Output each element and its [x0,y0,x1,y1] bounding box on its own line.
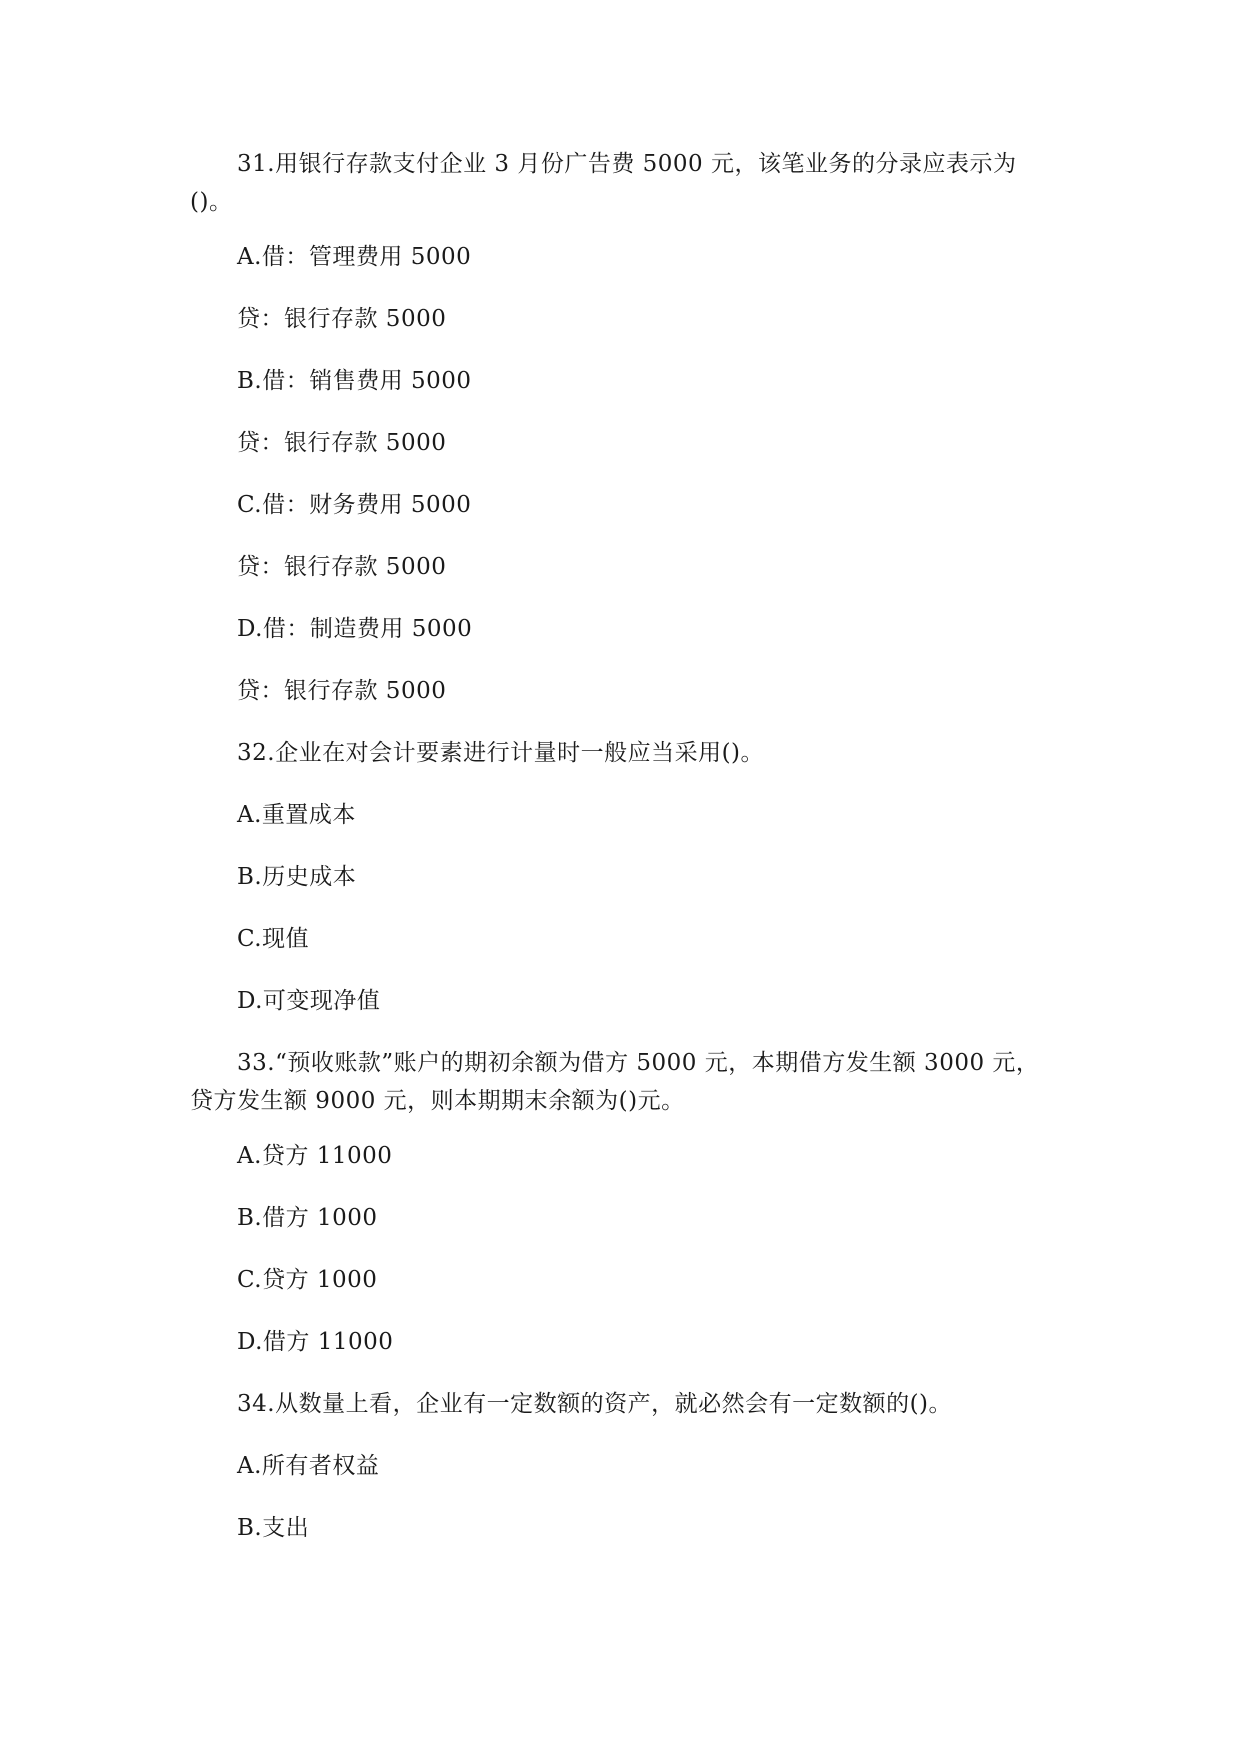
question-33-stem: 33.“预收账款”账户的期初余额为借方 5000 元，本期借方发生额 3000 元， [237,1050,1040,1076]
question-32-option-a: A.重置成本 [237,802,356,828]
question-31-stem-continued: ()。 [190,189,233,215]
question-31-option-b-credit: 贷：银行存款 5000 [237,430,447,456]
question-32-option-b: B.历史成本 [237,864,357,890]
question-32-option-d: D.可变现净值 [237,988,381,1014]
question-31-option-c: C.借：财务费用 5000 [237,492,472,518]
question-33-option-b: B.借方 1000 [237,1205,378,1231]
question-31-option-b: B.借：销售费用 5000 [237,368,472,394]
question-33-stem-continued: 贷方发生额 9000 元，则本期期末余额为()元。 [190,1088,685,1114]
question-33-option-a: A.贷方 11000 [237,1143,393,1169]
question-31-option-c-credit: 贷：银行存款 5000 [237,554,447,580]
question-34-option-b: B.支出 [237,1515,310,1541]
question-34-option-a: A.所有者权益 [237,1453,380,1479]
question-32-stem: 32.企业在对会计要素进行计量时一般应当采用()。 [237,740,765,766]
question-31-stem: 31.用银行存款支付企业 3 月份广告费 5000 元，该笔业务的分录应表示为 [237,151,1017,177]
question-33-option-c: C.贷方 1000 [237,1267,378,1293]
question-33-option-d: D.借方 11000 [237,1329,394,1355]
question-32-option-c: C.现值 [237,926,310,952]
question-34-stem: 34.从数量上看，企业有一定数额的资产，就必然会有一定数额的()。 [237,1391,953,1417]
question-31-option-d: D.借：制造费用 5000 [237,616,473,642]
question-31-option-d-credit: 贷：银行存款 5000 [237,678,447,704]
question-31-option-a-credit: 贷：银行存款 5000 [237,306,447,332]
question-31-option-a: A.借：管理费用 5000 [237,244,472,270]
